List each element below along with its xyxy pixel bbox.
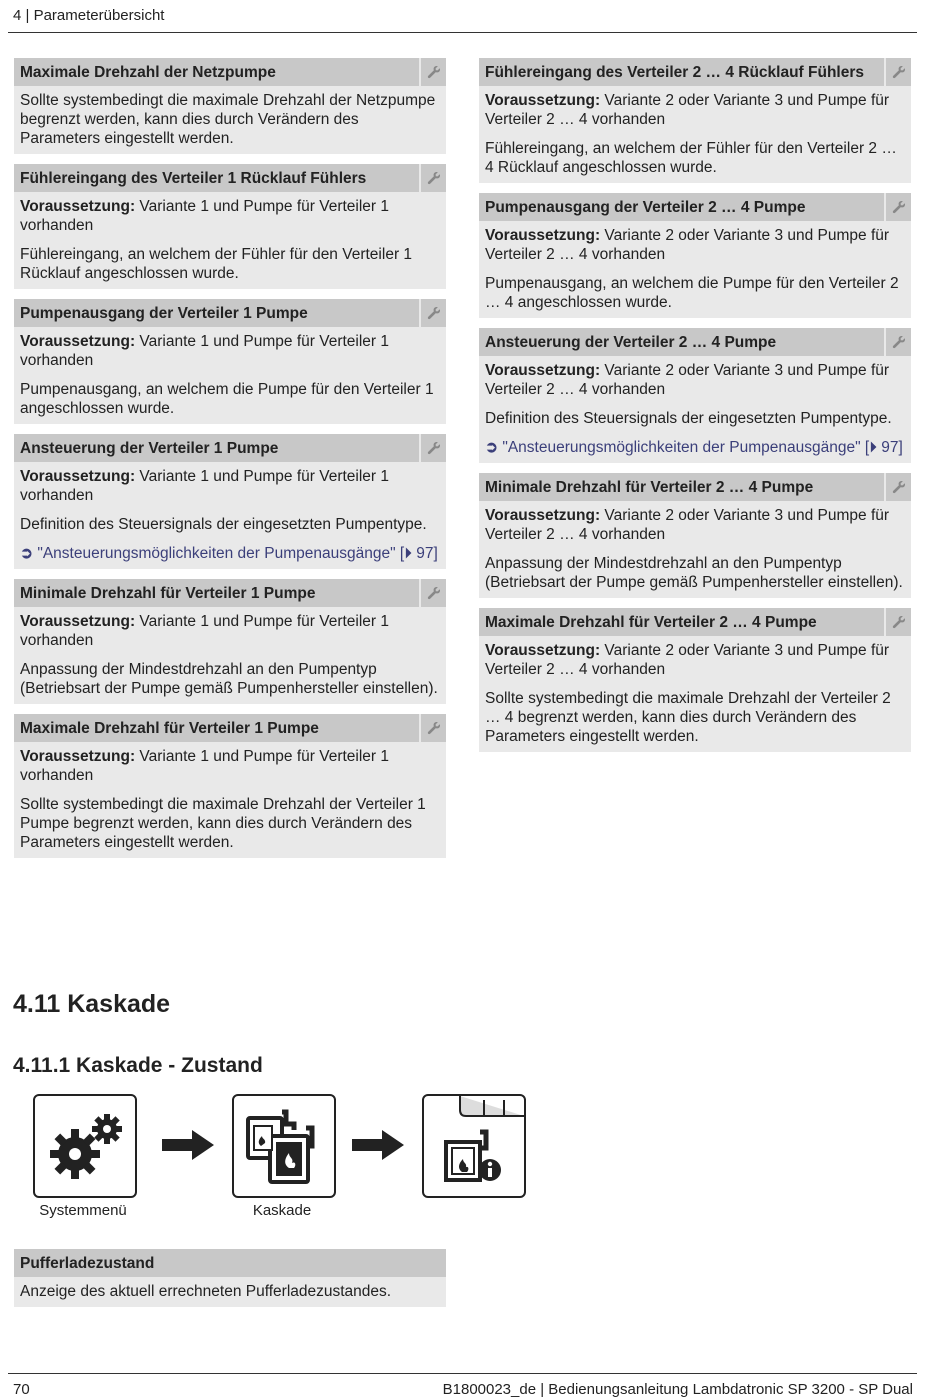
parameter-header [479,193,911,221]
paragraph-text: Variante 2 oder Variante 3 und Pumpe für Verteiler 2 … 4 vorhanden [485,507,890,543]
wrench-icon [884,193,911,221]
parameter-title: Pumpenausgang der Verteiler 1 Pumpe [20,305,308,322]
prerequisite-label: Voraussetzung: [20,613,136,630]
parameter-description [485,554,905,592]
parameter-description [485,139,905,177]
paragraph-text: Fühlereingang, an welchem der Fühler für den Verteiler 1 Rücklauf angeschlossen wurde. [20,246,413,282]
footer-divider [8,1373,917,1374]
right-column [479,58,911,762]
parameter-description [485,689,905,746]
parameter-header [14,579,446,607]
subsection-heading: 4.11.1 Kaskade - Zustand [13,1054,263,1077]
prerequisite-label: Voraussetzung: [485,507,601,524]
parameter-header [14,299,446,327]
nav-label-kaskade: Kaskade [252,1202,312,1219]
parameter-box [14,579,446,704]
paragraph-text: Anpassung der Mindestdrehzahl an den Pumpentyp (Betriebsart der Pumpe gemäß Pumpenhersteller einstellen). [485,555,903,591]
parameter-title: Fühlereingang des Verteiler 1 Rücklauf Fühlers [20,170,367,187]
prerequisite-text [485,226,905,264]
parameter-header [479,473,911,501]
cross-reference [485,438,905,457]
parameter-header [14,164,446,192]
wrench-icon [419,714,446,742]
parameter-title: Ansteuerung der Verteiler 1 Pumpe [20,440,279,457]
parameter-description [20,380,440,418]
paragraph-text: Pumpenausgang, an welchem die Pumpe für den Verteiler 1 angeschlossen wurde. [20,381,434,417]
parameter-title: Minimale Drehzahl für Verteiler 2 … 4 Pumpe [485,479,814,496]
wrench-icon [419,58,446,86]
cross-reference [20,544,440,563]
parameter-description [485,409,905,428]
parameter-header [14,714,446,742]
parameter-title: Pufferladezustand [20,1255,155,1272]
paragraph-text: Variante 2 oder Variante 3 und Pumpe für Verteiler 2 … 4 vorhanden [485,92,890,128]
prerequisite-label: Voraussetzung: [20,333,136,350]
running-header: 4 | Parameterübersicht [13,7,165,24]
section-heading: 4.11 Kaskade [13,990,171,1018]
prerequisite-label: Voraussetzung: [485,92,601,109]
reference-link[interactable]: "Ansteuerungsmöglichkeiten der Pumpenausgänge" [⏵ 97] [502,439,903,456]
paragraph-text: Variante 1 und Pumpe für Verteiler 1 vorhanden [20,333,390,369]
paragraph-text: Pumpenausgang, an welchem die Pumpe für den Verteiler 2 … 4 angeschlossen wurde. [485,275,899,311]
wrench-icon [884,328,911,356]
paragraph-text: Variante 1 und Pumpe für Verteiler 1 vorhanden [20,468,390,504]
prerequisite-label: Voraussetzung: [20,748,136,765]
paragraph-text: Variante 2 oder Variante 3 und Pumpe für Verteiler 2 … 4 vorhanden [485,362,890,398]
kaskade-boiler-icon [232,1094,336,1198]
menu-navigation-path [0,1090,560,1225]
left-column [14,58,446,868]
parameter-box [14,58,446,154]
prerequisite-text [20,197,440,235]
wrench-icon [884,608,911,636]
parameter-title: Minimale Drehzahl für Verteiler 1 Pumpe [20,585,316,602]
reference-arrow-icon: ➲ [485,439,498,456]
arrow-right-icon [352,1130,404,1160]
parameter-description [20,795,440,852]
parameter-box [14,434,446,569]
paragraph-text: Anpassung der Mindestdrehzahl an den Pumpentyp (Betriebsart der Pumpe gemäß Pumpenhersteller einstellen). [20,661,438,697]
parameter-title: Ansteuerung der Verteiler 2 … 4 Pumpe [485,334,777,351]
wrench-icon [419,579,446,607]
header-divider [8,32,917,33]
prerequisite-label: Voraussetzung: [485,227,601,244]
parameter-description [20,660,440,698]
arrow-right-icon [162,1130,214,1160]
prerequisite-text [20,747,440,785]
prerequisite-text [20,467,440,505]
wrench-icon [419,299,446,327]
parameter-description [20,245,440,283]
prerequisite-label: Voraussetzung: [20,468,136,485]
parameter-box-pufferladezustand [14,1249,446,1317]
prerequisite-label: Voraussetzung: [20,198,136,215]
prerequisite-label: Voraussetzung: [485,362,601,379]
wrench-icon [884,58,911,86]
parameter-box [14,714,446,858]
parameter-header [14,58,446,86]
prerequisite-text [485,361,905,399]
parameter-header [479,608,911,636]
paragraph-text: Sollte systembedingt die maximale Drehzahl der Verteiler 1 Pumpe begrenzt werden, kann dies durch Verändern des Parameters eingestellt werden. [20,796,426,851]
parameter-header [14,434,446,462]
reference-arrow-icon: ➲ [20,545,33,562]
parameter-title: Maximale Drehzahl für Verteiler 2 … 4 Pumpe [485,614,817,631]
parameter-description [20,515,440,534]
parameter-title: Fühlereingang des Verteiler 2 … 4 Rücklauf Fühlers [485,64,865,81]
prerequisite-text [485,91,905,129]
prerequisite-text [485,641,905,679]
parameter-box [479,328,911,463]
paragraph-text: Sollte systembedingt die maximale Drehzahl der Verteiler 2 … 4 begrenzt werden, kann dies durch Verändern des Parameters eingestellt werden. [485,690,891,745]
paragraph-text: Fühlereingang, an welchem der Fühler für den Verteiler 2 … 4 Rücklauf angeschlossen wurde. [485,140,897,176]
parameter-description: Anzeige des aktuell errechneten Pufferladezustandes. [20,1283,392,1300]
parameter-box [14,299,446,424]
paragraph-text: Sollte systembedingt die maximale Drehzahl der Netzpumpe begrenzt werden, kann dies durch Verändern des Parameters eingestellt werden. [20,92,436,147]
parameter-description [485,274,905,312]
paragraph-text: Definition des Steuersignals der eingesetzten Pumpentype. [20,516,427,533]
parameter-box [479,473,911,598]
nav-label-systemmenu: Systemmenü [39,1202,127,1219]
paragraph-text: Definition des Steuersignals der eingesetzten Pumpentype. [485,410,892,427]
parameter-description [20,91,440,148]
parameter-box [479,608,911,752]
wrench-icon [419,164,446,192]
parameter-box [14,164,446,289]
prerequisite-text [485,506,905,544]
paragraph-text: Variante 1 und Pumpe für Verteiler 1 vorhanden [20,613,390,649]
document-title: B1800023_de | Bedienungsanleitung Lambdatronic SP 3200 - SP Dual [442,1381,913,1398]
system-menu-icon [33,1094,137,1198]
wrench-icon [884,473,911,501]
prerequisite-label: Voraussetzung: [485,642,601,659]
wrench-icon [419,434,446,462]
status-info-icon [422,1094,526,1198]
parameter-header [479,58,911,86]
paragraph-text: Variante 2 oder Variante 3 und Pumpe für Verteiler 2 … 4 vorhanden [485,642,890,678]
paragraph-text: Variante 1 und Pumpe für Verteiler 1 vorhanden [20,198,390,234]
parameter-title: Maximale Drehzahl für Verteiler 1 Pumpe [20,720,319,737]
prerequisite-text [20,612,440,650]
paragraph-text: Variante 1 und Pumpe für Verteiler 1 vorhanden [20,748,390,784]
parameter-box [479,193,911,318]
paragraph-text: Variante 2 oder Variante 3 und Pumpe für Verteiler 2 … 4 vorhanden [485,227,890,263]
parameter-title: Maximale Drehzahl der Netzpumpe [20,64,276,81]
parameter-header [479,328,911,356]
parameter-box [479,58,911,183]
prerequisite-text [20,332,440,370]
page-number: 70 [13,1381,30,1398]
parameter-title: Pumpenausgang der Verteiler 2 … 4 Pumpe [485,199,806,216]
reference-link[interactable]: "Ansteuerungsmöglichkeiten der Pumpenausgänge" [⏵ 97] [37,545,438,562]
